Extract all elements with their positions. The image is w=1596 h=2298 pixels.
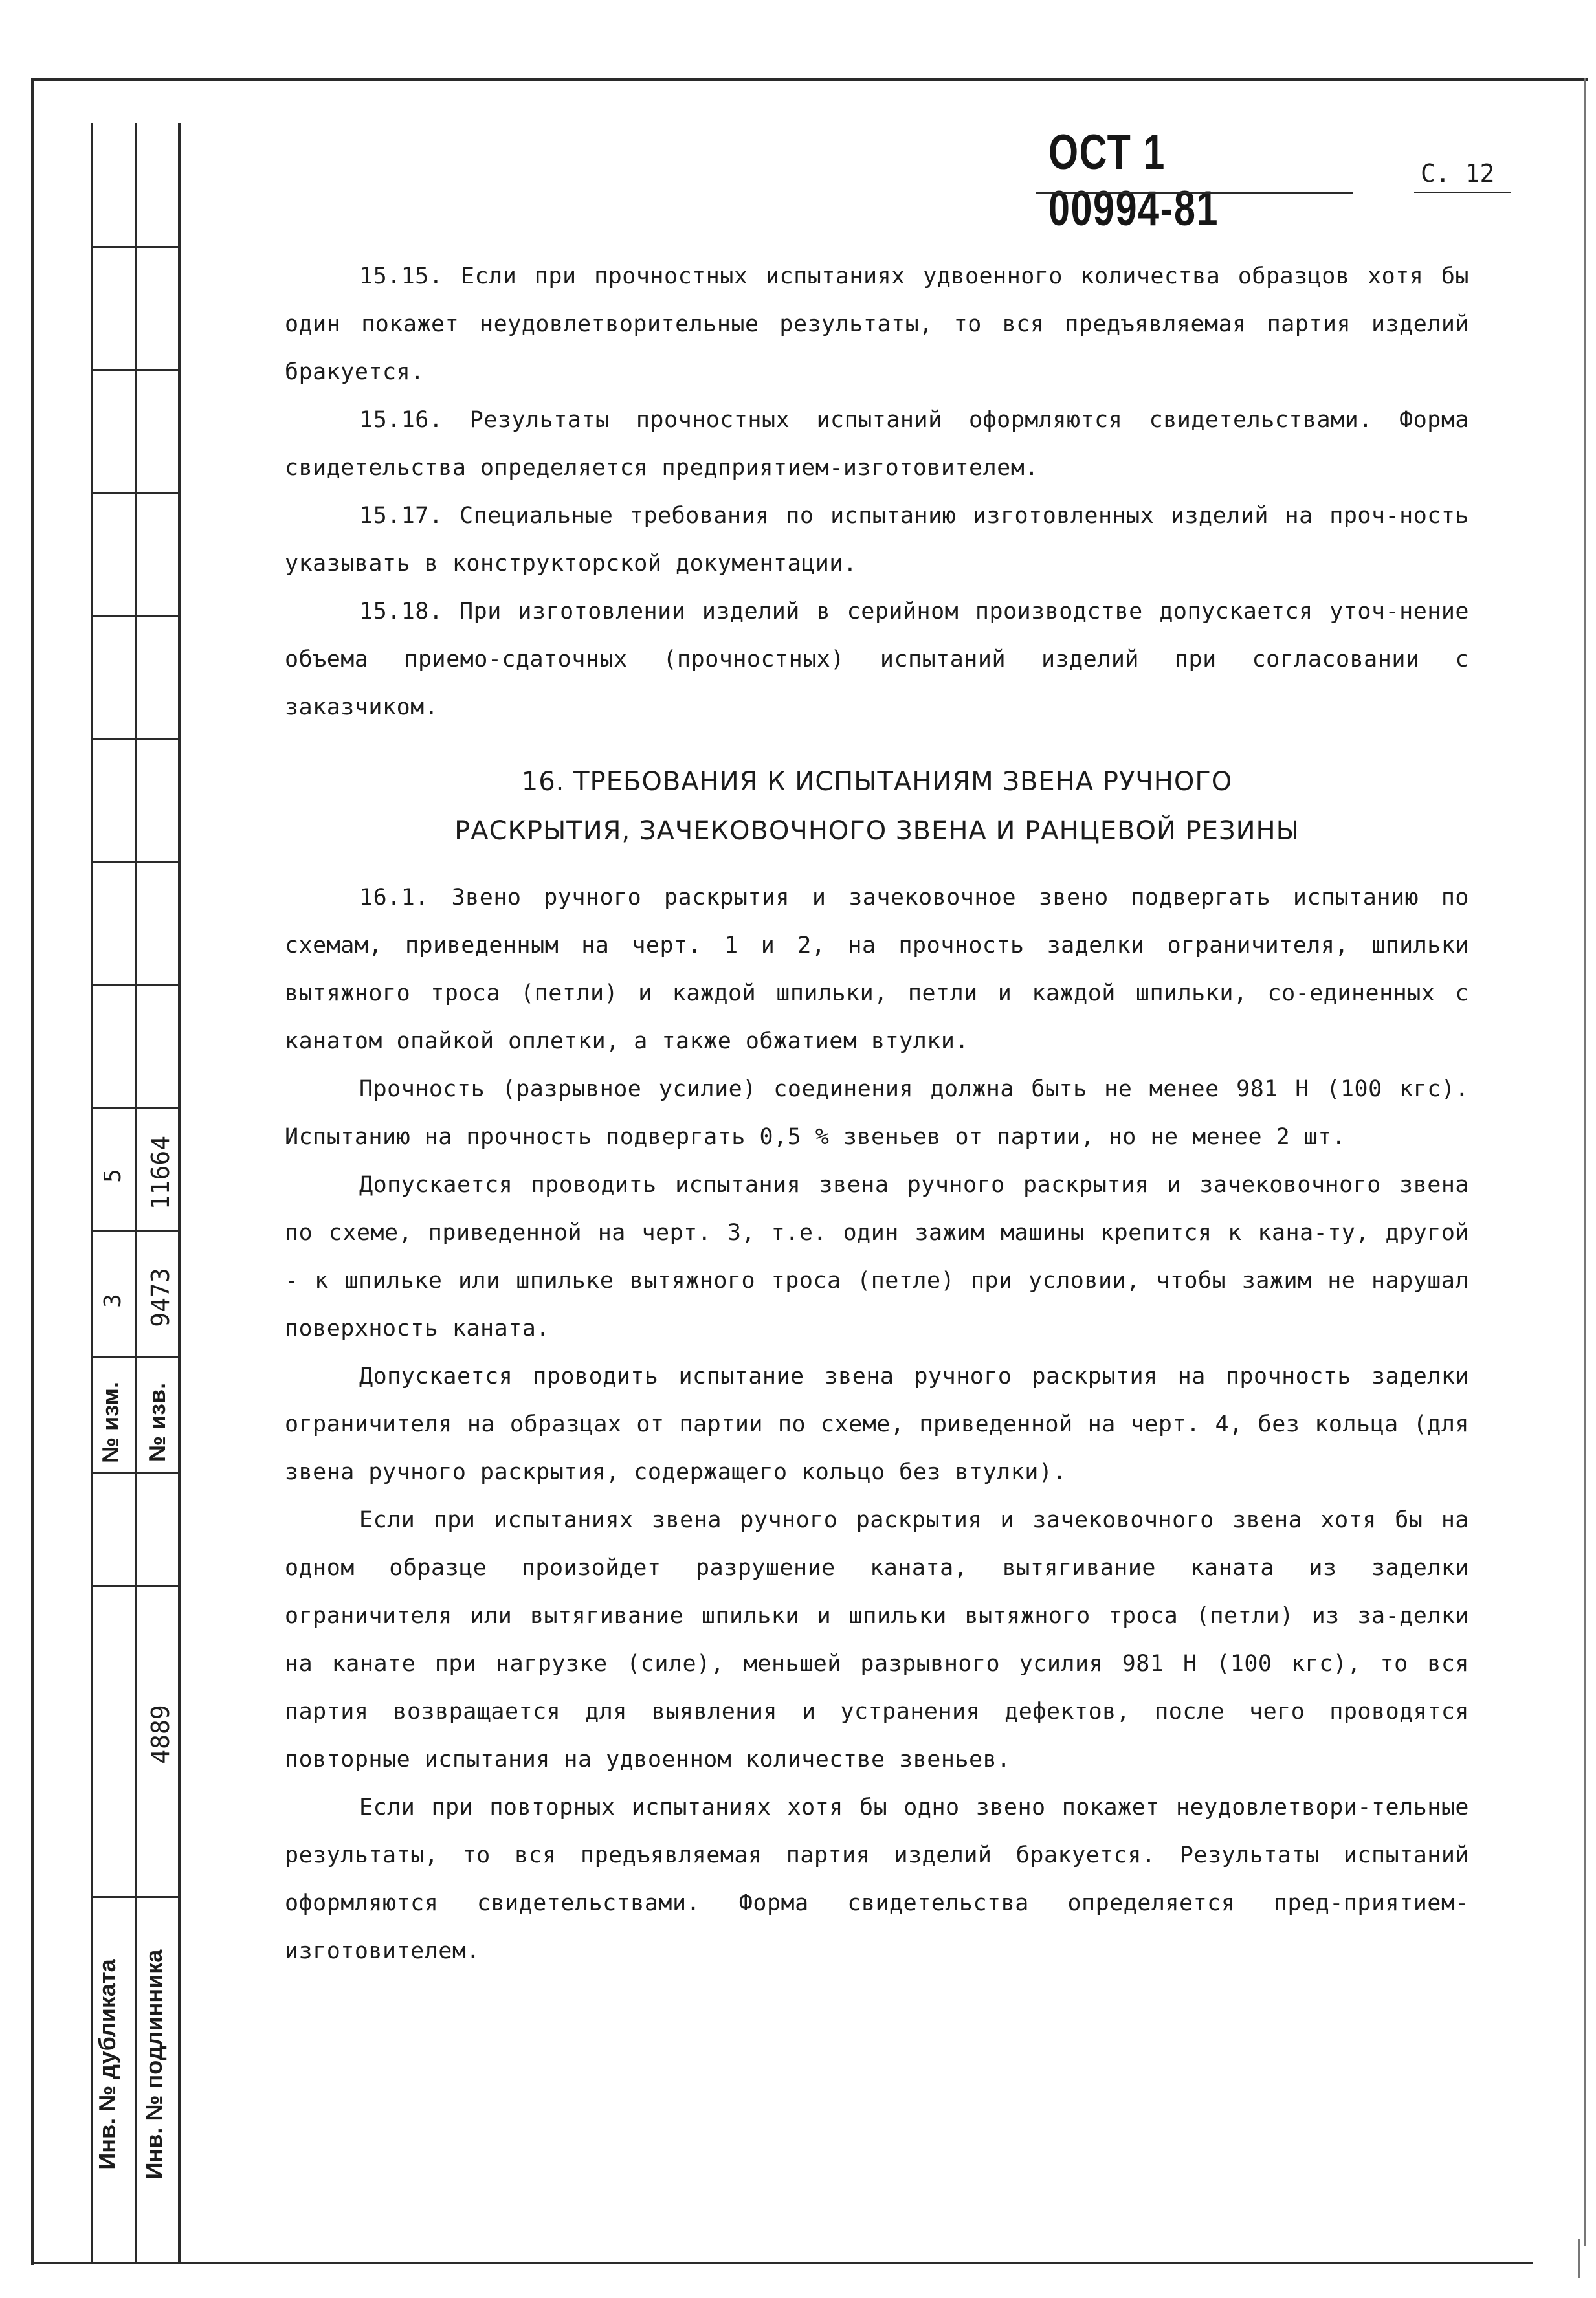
text-line: Если при повторных испытаниях хотя бы одно звено покажет неудовлетвори- xyxy=(359,1795,1371,1820)
paragraph-16-1 xyxy=(285,874,1469,1065)
text-line: испытаний оформляются свидетельствами. Форма свидетельства определяется пред- xyxy=(285,1842,1470,1916)
text-line: Форма свидетельства определяется предприятием-изготовителем. xyxy=(285,407,1469,481)
paragraph-test-scheme-3 xyxy=(285,1161,1469,1353)
change-number-2: 5 xyxy=(100,1169,126,1183)
text-line: хотя бы один покажет неудовлетворительные результаты, то вся предъявляемая xyxy=(285,263,1469,337)
text-line: Прочность (разрывное усилие) соединения должна быть не менее 981 Н xyxy=(359,1076,1309,1102)
inv-original-value: 4889 xyxy=(146,1705,175,1764)
stamp-rule xyxy=(91,1107,178,1109)
heading-line-1: 16. ТРЕБОВАНИЯ К ИСПЫТАНИЯМ ЗВЕНА РУЧНОГО xyxy=(521,767,1233,797)
document-code-underline xyxy=(1036,192,1353,194)
text-line: Допускается проводить испытание звена ручного раскрытия на прочность xyxy=(359,1364,1351,1389)
text-line: 15.15. Если при прочностных испытаниях удвоенного количества образцов xyxy=(359,263,1350,289)
paragraph-strength xyxy=(285,1065,1469,1161)
stamp-rule xyxy=(91,1356,178,1358)
notice-no-label: № изв. xyxy=(144,1382,170,1463)
paragraph-15-17 xyxy=(285,492,1469,588)
stamp-rule xyxy=(91,492,178,494)
heading-line-2: РАСКРЫТИЯ, ЗАЧЕКОВОЧНОГО ЗВЕНА И РАНЦЕВОЙ РЕЗИНЫ xyxy=(454,816,1300,846)
text-line: 15.16. Результаты прочностных испытаний оформляются свидетельствами. xyxy=(359,407,1373,433)
stamp-rule xyxy=(91,984,178,986)
frame-right-border-tail xyxy=(1578,2239,1580,2278)
notice-number-2: 11664 xyxy=(146,1135,175,1210)
section-16-text xyxy=(285,874,1469,1975)
paragraph-15-16 xyxy=(285,396,1469,492)
text-line: ность указывать в конструкторской документации. xyxy=(285,503,1469,577)
frame-right-border xyxy=(1584,78,1586,2246)
stamp-rule xyxy=(91,246,178,248)
text-line: звена по схеме, приведенной на черт. 3, т.е. один зажим машины крепится к кана- xyxy=(285,1172,1469,1246)
stamp-rule xyxy=(91,369,178,371)
inv-original-label: Инв. № подлинника xyxy=(140,1949,167,2180)
section-15-text xyxy=(285,252,1469,731)
paragraph-15-18 xyxy=(285,588,1469,731)
text-line: тельные результаты, то вся предъявляемая партия изделий бракуется. Результаты xyxy=(285,1795,1469,1868)
change-no-label: № изм. xyxy=(97,1382,124,1463)
text-line: единенных с канатом опайкой оплетки, а также обжатием втулки. xyxy=(285,980,1470,1054)
text-line: 15.17. Специальные требования по испытанию изготовленных изделий на проч- xyxy=(359,503,1400,529)
text-line: проводятся повторные испытания на удвоенном количестве звеньев. xyxy=(285,1699,1469,1773)
stamp-rule xyxy=(91,861,178,863)
text-line: делки на канате при нагрузке (силе), меньшей разрывного усилия 981 Н (100 кгс), xyxy=(285,1603,1469,1677)
stamp-rule xyxy=(91,1472,178,1474)
change-number-1: 3 xyxy=(100,1294,126,1308)
page-number: С. 12 xyxy=(1421,159,1495,188)
text-line: менее 2 шт. xyxy=(1192,1124,1346,1150)
text-line: зажим не нарушал поверхность каната. xyxy=(285,1268,1469,1342)
text-line: шпильки вытяжного троса (петли) и каждой шпильки, петли и каждой шпильки, со- xyxy=(285,933,1470,1006)
text-line: нение объема приемо-сдаточных (прочностных) испытаний изделий при согласовании xyxy=(285,599,1469,672)
paragraph-repeat-tests xyxy=(285,1784,1469,1975)
text-line: по схемам, приведенным на черт. 1 и 2, на прочность заделки ограничителя, xyxy=(285,885,1469,958)
paragraph-15-15 xyxy=(285,252,1469,396)
frame-bottom-border xyxy=(31,2262,1533,2264)
inv-duplicate-label: Инв. № дубликата xyxy=(94,1959,120,2170)
text-line: на одном образце произойдет разрушение каната, вытягивание каната из заделки xyxy=(285,1507,1469,1581)
text-line: приятием-изготовителем. xyxy=(285,1890,1469,1964)
text-line: с заказчиком. xyxy=(285,646,1470,720)
stamp-rule xyxy=(91,615,178,617)
frame-top-border xyxy=(31,78,1588,81)
text-line: заделки ограничителя на образцах от партии по схеме, приведенной на черт. 4, xyxy=(285,1364,1469,1437)
document-code: ОСТ 1 00994-81 xyxy=(1048,125,1219,236)
text-line: без кольца (для звена ручного раскрытия, содержащего кольцо без втулки). xyxy=(285,1411,1469,1485)
stamp-rule xyxy=(91,1585,178,1587)
stamp-rule xyxy=(91,1896,178,1898)
stamp-column-divider xyxy=(135,123,137,2262)
text-line: 16.1. Звено ручного раскрытия и зачековочное звено подвергать испытанию xyxy=(359,885,1419,911)
text-line: Допускается проводить испытания звена ручного раскрытия и зачековочного xyxy=(359,1172,1381,1198)
text-line: то вся партия возвращается для выявления и устранения дефектов, после чего xyxy=(285,1651,1469,1725)
notice-number-1: 9473 xyxy=(146,1268,175,1327)
text-line: 15.18. При изготовлении изделий в серийном производстве допускается уточ- xyxy=(359,599,1400,624)
stamp-rule xyxy=(91,738,178,740)
text-line: (100 кгс). Испытанию на прочность подвергать 0,5 % звеньев от партии, но не xyxy=(285,1076,1469,1150)
text-line: партия изделий бракуется. xyxy=(285,311,1469,385)
section-16-heading xyxy=(285,757,1469,856)
text-line: ту, другой - к шпильке или шпильке вытяжного троса (петле) при условии, чтобы xyxy=(285,1220,1469,1294)
paragraph-failure xyxy=(285,1496,1469,1784)
paragraph-test-scheme-4 xyxy=(285,1353,1469,1496)
frame-left-border xyxy=(31,78,34,2265)
text-line: Если при испытаниях звена ручного раскрытия и зачековочного звена хотя бы xyxy=(359,1507,1423,1533)
page-number-underline xyxy=(1414,192,1511,193)
text-line: ограничителя или вытягивание шпильки и шпильки вытяжного троса (петли) из за- xyxy=(285,1603,1400,1629)
